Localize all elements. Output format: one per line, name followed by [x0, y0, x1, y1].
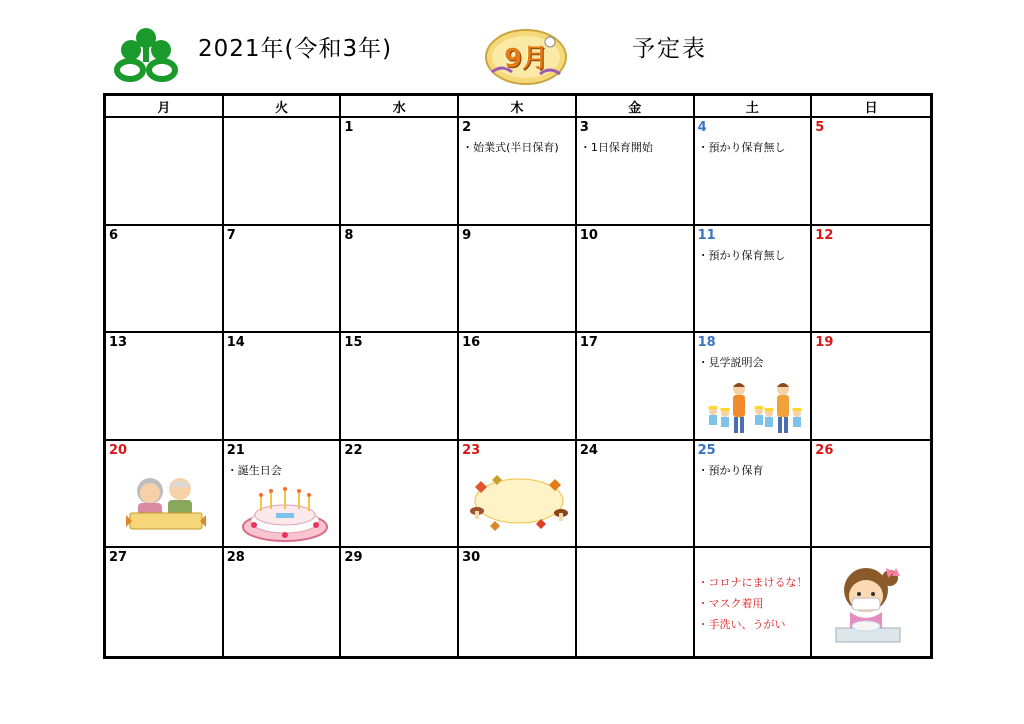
- child-handwashing-illustration-icon: [826, 554, 910, 650]
- day-number: 22: [344, 442, 363, 458]
- day-number: 10: [579, 227, 598, 243]
- event-text: ・始業式(半日保育): [462, 141, 559, 154]
- day-cell: [341, 333, 459, 441]
- day-cell: [695, 548, 813, 656]
- day-number: 24: [579, 442, 598, 458]
- calendar-title: 2021年(令和3年): [198, 36, 393, 62]
- day-cell: [459, 226, 577, 334]
- day-cell: [106, 333, 224, 441]
- day-cell: [224, 118, 342, 226]
- reminder-text: ・マスク着用: [697, 597, 764, 611]
- day-number: 3: [579, 120, 589, 135]
- day-cell: [341, 226, 459, 334]
- day-number: 30: [462, 550, 481, 566]
- day-number: 19: [815, 335, 834, 351]
- day-cell: [812, 548, 930, 656]
- day-number: 27: [109, 550, 128, 566]
- day-cell: [812, 226, 930, 334]
- day-cell: [695, 118, 813, 226]
- weekday-header-sun: 日: [812, 96, 930, 118]
- day-cell: [459, 548, 577, 656]
- weekday-header-sat: 土: [695, 96, 813, 118]
- day-number: 5: [815, 120, 825, 135]
- day-number: 25: [697, 442, 716, 458]
- day-cell: [224, 226, 342, 334]
- day-number: 7: [226, 227, 236, 243]
- day-cell: [695, 226, 813, 334]
- day-cell: [106, 118, 224, 226]
- event-text: ・預かり保育無し: [697, 141, 786, 154]
- day-number: 2: [462, 120, 472, 135]
- day-cell: [224, 548, 342, 656]
- day-cell: [459, 333, 577, 441]
- day-number: 28: [226, 550, 245, 566]
- day-cell: [695, 333, 813, 441]
- day-number: 23: [462, 442, 481, 458]
- weekday-header-fri: 金: [577, 96, 695, 118]
- month-badge-label: 9月: [504, 44, 549, 74]
- day-cell: [459, 118, 577, 226]
- day-cell: [106, 441, 224, 549]
- day-number: 8: [344, 227, 354, 243]
- day-number: 17: [579, 335, 598, 351]
- day-cell: [341, 441, 459, 549]
- day-number: 21: [226, 442, 245, 458]
- reminder-text: ・手洗い、うがい: [697, 618, 786, 632]
- schedule-subtitle: 予定表: [632, 36, 707, 62]
- month-badge: [484, 28, 568, 86]
- day-number: 4: [697, 120, 707, 135]
- day-cell: [341, 118, 459, 226]
- day-number: 12: [815, 227, 834, 243]
- weekday-header-wed: 水: [341, 96, 459, 118]
- day-cell: [577, 441, 695, 549]
- day-cell: [577, 226, 695, 334]
- weekday-header-mon: 月: [106, 96, 224, 118]
- day-cell: [695, 441, 813, 549]
- day-cell: [812, 118, 930, 226]
- birthday-cake-illustration-icon: [240, 483, 330, 543]
- weekday-header-tue: 火: [224, 96, 342, 118]
- event-text: ・1日保育開始: [579, 141, 653, 154]
- event-text: ・誕生日会: [226, 463, 282, 477]
- day-cell: [812, 441, 930, 549]
- respect-for-aged-day-illustration-icon: [124, 471, 208, 533]
- day-cell: [577, 333, 695, 441]
- day-number: 29: [344, 550, 363, 566]
- event-text: ・預かり保育: [697, 463, 764, 477]
- autumnal-equinox-day-illustration-icon: [467, 469, 571, 533]
- day-cell: [224, 441, 342, 549]
- day-cell: [106, 548, 224, 656]
- day-number: 26: [815, 442, 834, 458]
- teachers-and-children-illustration-icon: [703, 381, 803, 437]
- day-number: 20: [109, 442, 128, 458]
- day-number: 14: [226, 335, 245, 351]
- day-cell: [106, 226, 224, 334]
- monthly-calendar: [103, 93, 933, 659]
- event-text: ・見学説明会: [697, 356, 764, 370]
- day-number: 13: [109, 335, 128, 351]
- day-cell: [341, 548, 459, 656]
- day-cell: [577, 118, 695, 226]
- day-cell: [577, 548, 695, 656]
- day-number: 6: [109, 227, 119, 243]
- weekday-header-thu: 木: [459, 96, 577, 118]
- day-number: 11: [697, 227, 716, 243]
- day-cell: [459, 441, 577, 549]
- day-number: 18: [697, 335, 716, 351]
- day-number: 16: [462, 335, 481, 351]
- event-text: ・預かり保育無し: [697, 248, 786, 262]
- day-number: 15: [344, 335, 363, 351]
- day-number: 1: [344, 120, 354, 135]
- day-number: 9: [462, 227, 472, 243]
- kindergarten-logo-icon: [110, 26, 182, 84]
- day-cell: [224, 333, 342, 441]
- day-cell: [812, 333, 930, 441]
- reminder-text: ・コロナにまけるな！: [697, 576, 808, 590]
